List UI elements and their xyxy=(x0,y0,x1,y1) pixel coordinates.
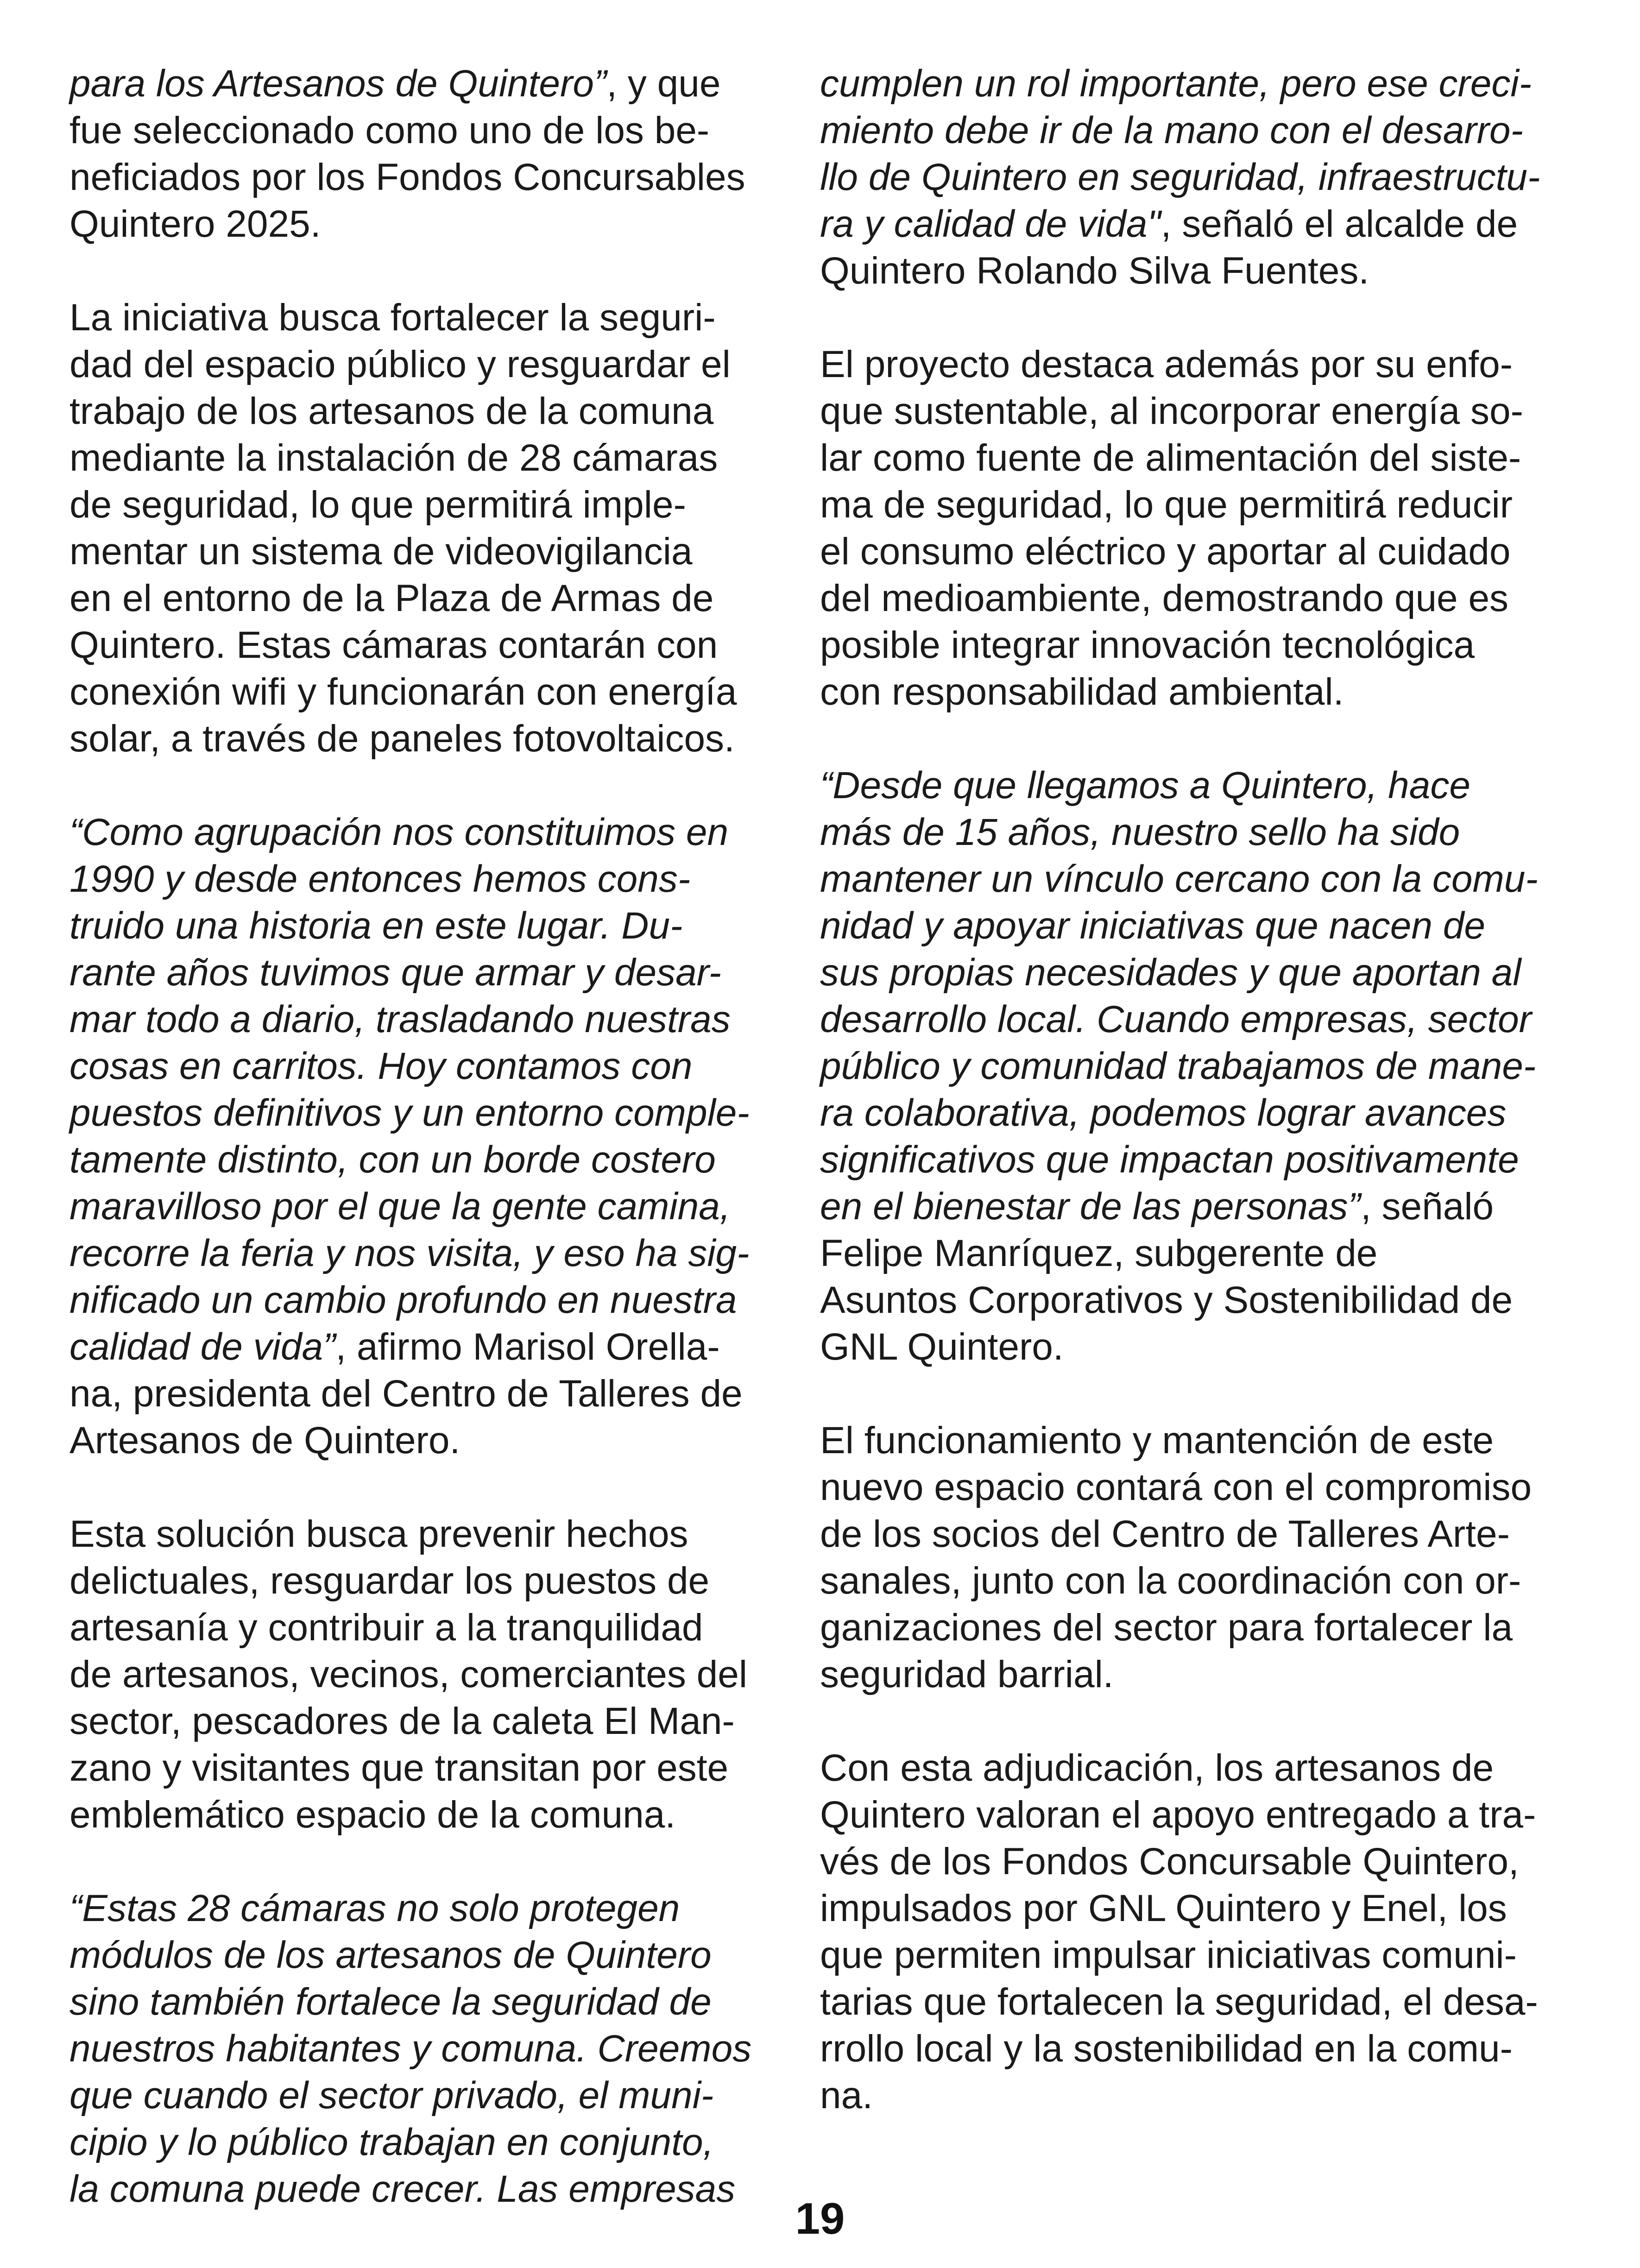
text-line xyxy=(820,949,1543,996)
text-line xyxy=(820,2025,1543,2072)
text-line xyxy=(69,809,792,856)
text-line xyxy=(820,575,1543,622)
text-segment: vés de los Fondos Concursable Quintero, xyxy=(820,1840,1519,1883)
text-line xyxy=(69,1604,792,1651)
paragraph xyxy=(69,294,792,762)
italic-text-segment: desarrollo local. Cuando empresas, sector xyxy=(820,998,1532,1040)
text-segment: del medioambiente, demostrando que es xyxy=(820,577,1509,619)
italic-text-segment: significativos que impactan positivamente xyxy=(820,1139,1519,1181)
text-segment: trabajo de los artesanos de la comuna xyxy=(69,390,714,432)
paragraph xyxy=(69,1511,792,1838)
text-line xyxy=(69,2119,792,2166)
italic-text-segment: cosas en carritos. Hoy contamos con xyxy=(69,1045,693,1087)
text-line xyxy=(820,1323,1543,1370)
text-line xyxy=(69,1745,792,1791)
text-segment: Felipe Manríquez, subgerente de xyxy=(820,1232,1378,1274)
italic-text-segment: nidad y apoyar iniciativas que nacen de xyxy=(820,905,1485,947)
text-segment: Quintero. Estas cámaras contarán con xyxy=(69,624,718,666)
italic-text-segment: truido una historia en este lugar. Du- xyxy=(69,905,683,947)
italic-text-segment: recorre la feria y nos visita, y eso ha sig- xyxy=(69,1232,750,1274)
text-line xyxy=(69,481,792,528)
text-line xyxy=(69,1791,792,1838)
text-segment: que permiten impulsar iniciativas comuni- xyxy=(820,1934,1517,1976)
text-line xyxy=(69,1043,792,1090)
text-line xyxy=(820,1604,1543,1651)
text-line xyxy=(820,1791,1543,1838)
italic-text-segment: “Como agrupación nos constituimos en xyxy=(69,811,729,853)
paragraph xyxy=(69,809,792,1464)
text-line xyxy=(69,1932,792,1978)
text-segment: Con esta adjudicación, los artesanos de xyxy=(820,1747,1494,1789)
text-segment: , y que xyxy=(606,63,721,105)
text-segment: de los socios del Centro de Talleres Arte- xyxy=(820,1513,1510,1555)
text-line xyxy=(820,1464,1543,1511)
text-line xyxy=(820,1230,1543,1277)
italic-text-segment: nificado un cambio profundo en nuestra xyxy=(69,1279,737,1321)
text-line xyxy=(820,60,1543,107)
italic-text-segment: sino también fortalece la seguridad de xyxy=(69,1981,712,2023)
text-line xyxy=(69,60,792,107)
text-line xyxy=(69,1511,792,1557)
text-segment: mediante la instalación de 28 cámaras xyxy=(69,437,718,479)
page-number: 19 xyxy=(795,2194,845,2243)
text-line xyxy=(820,1651,1543,1698)
text-segment: , señaló el alcalde de xyxy=(1161,203,1518,245)
text-segment: artesanía y contribuir a la tranquilidad xyxy=(69,1606,703,1649)
text-line xyxy=(820,1183,1543,1230)
text-line xyxy=(69,1323,792,1370)
text-line xyxy=(69,107,792,154)
italic-text-segment: puestos definitivos y un entorno comple- xyxy=(69,1092,750,1134)
text-segment: delictuales, resguardar los puestos de xyxy=(69,1560,710,1602)
text-line xyxy=(820,668,1543,715)
text-segment: Quintero Rolando Silva Fuentes. xyxy=(820,250,1369,292)
text-segment: tarias que fortalecen la seguridad, el desa- xyxy=(820,1981,1538,2023)
text-segment: sector, pescadores de la caleta El Man- xyxy=(69,1700,735,1742)
text-line xyxy=(820,1745,1543,1791)
text-line xyxy=(69,435,792,481)
text-line xyxy=(820,1838,1543,1885)
text-segment: nuevo espacio contará con el compromiso xyxy=(820,1466,1532,1508)
italic-text-segment: rante años tuvimos que armar y desar- xyxy=(69,951,721,994)
text-line xyxy=(69,528,792,575)
text-segment: zano y visitantes que transitan por este xyxy=(69,1747,729,1789)
text-line xyxy=(69,1557,792,1604)
italic-text-segment: mar todo a diario, trasladando nuestras xyxy=(69,998,731,1040)
italic-text-segment: sus propias necesidades y que aportan al xyxy=(820,951,1521,994)
text-segment: El funcionamiento y mantención de este xyxy=(820,1419,1494,1462)
paragraph xyxy=(820,1745,1543,2119)
text-segment: La iniciativa busca fortalecer la seguri- xyxy=(69,296,716,339)
text-line xyxy=(820,435,1543,481)
text-line xyxy=(69,1090,792,1136)
italic-text-segment: cumplen un rol importante, pero ese creci- xyxy=(820,63,1532,105)
text-line xyxy=(69,1183,792,1230)
italic-text-segment: la comuna puede crecer. Las empresas xyxy=(69,2168,736,2210)
text-segment: Asuntos Corporativos y Sostenibilidad de xyxy=(820,1279,1513,1321)
text-segment: rrollo local y la sostenibilidad en la comu- xyxy=(820,2028,1513,2070)
text-segment: neficiados por los Fondos Concursables xyxy=(69,156,745,198)
text-segment: Quintero valoran el apoyo entregado a tra- xyxy=(820,1794,1536,1836)
italic-text-segment: maravilloso por el que la gente camina, xyxy=(69,1185,731,1228)
text-line xyxy=(820,1932,1543,1978)
text-line xyxy=(69,154,792,201)
italic-text-segment: ra y calidad de vida" xyxy=(820,203,1161,245)
text-line xyxy=(820,996,1543,1043)
text-line xyxy=(69,715,792,762)
text-line xyxy=(820,762,1543,809)
text-segment: na, presidenta del Centro de Talleres de xyxy=(69,1373,743,1415)
article-column-left xyxy=(69,60,792,2259)
paragraph xyxy=(820,762,1543,1370)
italic-text-segment: nuestros habitantes y comuna. Creemos xyxy=(69,2028,752,2070)
text-segment: mentar un sistema de videovigilancia xyxy=(69,530,693,573)
italic-text-segment: calidad de vida” xyxy=(69,1326,336,1368)
paragraph xyxy=(69,1885,792,2212)
text-segment: impulsados por GNL Quintero y Enel, los xyxy=(820,1887,1507,1929)
paragraph xyxy=(820,1417,1543,1698)
italic-text-segment: cipio y lo público trabajan en conjunto, xyxy=(69,2121,714,2163)
italic-text-segment: público y comunidad trabajamos de mane- xyxy=(820,1045,1536,1087)
text-line xyxy=(69,949,792,996)
text-line xyxy=(820,481,1543,528)
text-line xyxy=(69,1370,792,1417)
text-segment: GNL Quintero. xyxy=(820,1326,1064,1368)
text-line xyxy=(820,902,1543,949)
text-line xyxy=(820,1043,1543,1090)
text-segment: sanales, junto con la coordinación con or- xyxy=(820,1560,1521,1602)
text-segment: dad del espacio público y resguardar el xyxy=(69,343,731,385)
text-line xyxy=(820,1417,1543,1464)
text-segment: posible integrar innovación tecnológica xyxy=(820,624,1475,666)
text-line xyxy=(820,809,1543,856)
text-line xyxy=(69,1651,792,1698)
text-line xyxy=(69,996,792,1043)
text-segment: , afirmo Marisol Orella- xyxy=(335,1326,720,1368)
text-segment: na. xyxy=(820,2074,873,2117)
text-segment: de artesanos, vecinos, comerciantes del xyxy=(69,1653,748,1695)
text-line xyxy=(820,856,1543,902)
italic-text-segment: ra colaborativa, podemos lograr avances xyxy=(820,1092,1507,1134)
text-segment: fue seleccionado como uno de los be- xyxy=(69,109,710,151)
text-line xyxy=(69,1698,792,1745)
text-line xyxy=(820,247,1543,294)
italic-text-segment: 1990 y desde entonces hemos cons- xyxy=(69,858,691,900)
text-line xyxy=(69,1978,792,2025)
text-line xyxy=(820,154,1543,201)
text-line xyxy=(820,1136,1543,1183)
text-line xyxy=(69,2072,792,2119)
text-segment: Artesanos de Quintero. xyxy=(69,1419,460,1462)
text-segment: el consumo eléctrico y aportar al cuidado xyxy=(820,530,1511,573)
text-line xyxy=(820,622,1543,668)
italic-text-segment: que cuando el sector privado, el muni- xyxy=(69,2074,714,2117)
text-segment: El proyecto destaca además por su enfo- xyxy=(820,343,1513,385)
text-line xyxy=(69,1277,792,1323)
text-line xyxy=(69,341,792,388)
text-line xyxy=(69,856,792,902)
text-line xyxy=(820,341,1543,388)
text-line xyxy=(69,1230,792,1277)
text-line xyxy=(69,201,792,247)
text-segment: de seguridad, lo que permitirá imple- xyxy=(69,484,686,526)
italic-text-segment: módulos de los artesanos de Quintero xyxy=(69,1934,712,1976)
text-line xyxy=(820,388,1543,435)
text-segment: Esta solución busca prevenir hechos xyxy=(69,1513,688,1555)
text-line xyxy=(820,1978,1543,2025)
text-line xyxy=(69,294,792,341)
text-line xyxy=(69,622,792,668)
text-line xyxy=(820,201,1543,247)
text-segment: en el entorno de la Plaza de Armas de xyxy=(69,577,714,619)
text-line xyxy=(820,1090,1543,1136)
italic-text-segment: miento debe ir de la mano con el desarro- xyxy=(820,109,1523,151)
text-line xyxy=(69,1417,792,1464)
text-line xyxy=(69,1885,792,1932)
text-line xyxy=(820,528,1543,575)
text-segment: que sustentable, al incorporar energía so- xyxy=(820,390,1523,432)
text-line xyxy=(820,2072,1543,2119)
italic-text-segment: en el bienestar de las personas” xyxy=(820,1185,1361,1228)
text-segment: lar como fuente de alimentación del siste- xyxy=(820,437,1521,479)
italic-text-segment: tamente distinto, con un borde costero xyxy=(69,1139,716,1181)
text-segment: con responsabilidad ambiental. xyxy=(820,671,1344,713)
paragraph xyxy=(69,60,792,247)
text-line xyxy=(820,1511,1543,1557)
text-line xyxy=(820,1277,1543,1323)
text-segment: ma de seguridad, lo que permitirá reducir xyxy=(820,484,1513,526)
text-segment: ganizaciones del sector para fortalecer la xyxy=(820,1606,1513,1649)
text-line xyxy=(69,902,792,949)
text-line xyxy=(69,575,792,622)
paragraph xyxy=(820,60,1543,294)
text-line xyxy=(69,2025,792,2072)
text-segment: seguridad barrial. xyxy=(820,1653,1114,1695)
italic-text-segment: más de 15 años, nuestro sello ha sido xyxy=(820,811,1460,853)
text-segment: , señaló xyxy=(1360,1185,1494,1228)
text-line xyxy=(69,668,792,715)
italic-text-segment: “Estas 28 cámaras no solo protegen xyxy=(69,1887,680,1929)
italic-text-segment: para los Artesanos de Quintero” xyxy=(69,63,607,105)
text-line xyxy=(69,1136,792,1183)
text-segment: Quintero 2025. xyxy=(69,203,321,245)
italic-text-segment: mantener un vínculo cercano con la comu- xyxy=(820,858,1538,900)
text-line xyxy=(820,107,1543,154)
italic-text-segment: “Desde que llegamos a Quintero, hace xyxy=(820,764,1470,806)
text-segment: conexión wifi y funcionarán con energía xyxy=(69,671,737,713)
text-line xyxy=(820,1885,1543,1932)
text-line xyxy=(820,1557,1543,1604)
paragraph xyxy=(820,341,1543,715)
article-column-right xyxy=(820,60,1543,2166)
italic-text-segment: llo de Quintero en seguridad, infraestructu- xyxy=(820,156,1540,198)
text-segment: emblemático espacio de la comuna. xyxy=(69,1794,676,1836)
text-line xyxy=(69,388,792,435)
text-segment: solar, a través de paneles fotovoltaicos. xyxy=(69,718,735,760)
